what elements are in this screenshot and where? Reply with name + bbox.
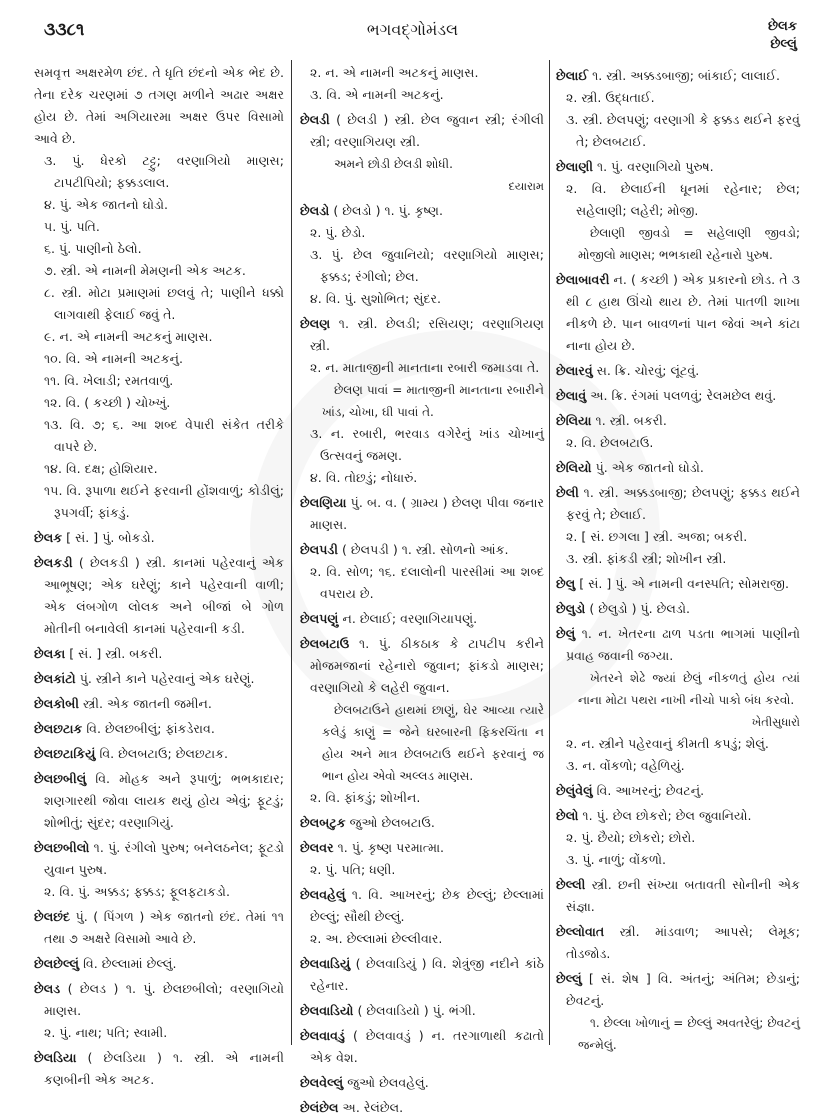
usage-example [556,667,800,733]
entry-sense [300,423,544,467]
entry-sense [34,194,284,216]
definition-text: ન. ( કચ્છી ) એક પ્રકારનો છોડ. તે ૩ થી ૮ હાથ ઊંચો થાય છે. તેમાં પાતળી શાખા નીકળે છે. પાન બાવળનાં પાન જેવાં અને કાંટા નાના હોય છે. [566,272,800,353]
headword: છેલાબાવરી [556,272,610,287]
guide-word-last: છેલ્લું [770,37,797,52]
headword: છેલુંવેલું [556,783,593,798]
definition-text: ૪. વિ. પું. સુશોભિત; સુંદર. [310,291,442,306]
headword: છેલવેલ્લું [300,1075,344,1090]
definition-text: સ્ત્રી. છની સંખ્યા બતાવતી સોનીની એક સંજ્ઞા. [566,877,800,914]
guide-word-first: છેલક [767,19,797,34]
entry-sense [556,87,800,109]
entry-sense [300,467,544,489]
definition-text: ૧. પું. રંગીલો પુરુષ; બનેલઠનેલ; ફૂટડો યુવાન પુરુષ. [44,840,284,877]
dictionary-entry [556,457,800,479]
dictionary-entry [556,65,800,87]
definition-text: ૪. પું. એક જાતનો ઘોડો. [44,197,169,212]
citation-source: દયારામ [508,179,544,193]
definition-text: વિ. આખરનું; છેવટનું. [596,783,705,798]
dictionary-entry [556,156,800,178]
entry-sense [34,370,284,392]
definition-text: વિ. છેલ્લામાં છેલ્લું. [83,956,177,971]
dictionary-entry [300,1025,544,1069]
usage-example [300,379,544,423]
definition-text: ૪. વિ. તોછડું; નોધારું. [310,470,418,485]
definition-text: ૧. વિ. આખરનું; છેક છેલ્લું; છેલ્લામાં છેલ્લું; સૌથી છેલ્લું. [310,887,544,924]
definition-text: ( છેલપડી ) ૧. સ્ત્રી. સોળનો આંક. [341,542,509,557]
definition-text: છેલબટાઉને હાથમાં છાણું, ઘેર આવ્યા ત્યારે કલેડું કાણું = જેને ઘરબારની ફિકરચિંતા ન હોય અને માત્ર છેલબટાઉ થઈને ફરવાનું જ ભાન હોય એવો અલ્લડ માણસ. [322,703,544,783]
headword: છેલડી [300,112,330,127]
definition-text: ૩. પું. છેલ જુવાનિયો; વરણાગિયો માણસ; ફક્કડ; રંગીલો; છેલ. [310,247,544,284]
definition-text: ૧૫. વિ. રૂપાળા થઈને ફરવાની હોંશવાળું; કોડીલું; રૂપગર્વી; ફાંકડું. [44,483,284,520]
definition-text: ૩. ન. વોંકળો; વહેળિયું. [566,758,685,773]
definition-text: ૧. પું. વરણાગિયો પુરુષ. [596,159,714,174]
headword: છેલવહેલું [300,887,346,902]
headword: છેલછંદ [34,909,71,924]
entry-sense [34,216,284,238]
definition-text: ૧. છેલ્લા ખોળાનું = છેલ્લું અવતરેલું; છેવટનું જન્મેલું. [578,1016,800,1052]
definition-text: ( છેલવાવડું ) ન. તરગાળાથી કઢાતો એક વેશ. [310,1028,544,1065]
definition-text: ૩. વિ. એ નામની અટકનું. [310,87,444,102]
headword: છેલકોબી [34,696,80,711]
definition-text: ૧. સ્ત્રી. અક્કડબાજી; બાંકાઈ; લાલાઈ. [592,68,781,83]
entry-sense [556,755,800,777]
dictionary-entry [300,608,544,630]
dictionary-entry [34,718,284,740]
dictionary-entry [34,837,284,881]
definition-text: ૨. વિ. છેલાઈની ધૂનમાં રહેનાર; છેલ; સહેલાણી; લહેરી; મોજી. [566,181,800,218]
entry-sense [300,222,544,244]
headword: છેલિયો [556,460,592,475]
dictionary-entry [300,200,544,222]
definition-text: ૨. પું. પતિ; ધણી. [310,862,396,877]
headword: છેલકડી [34,555,73,570]
headword: છેલ્લોવાત [556,924,605,939]
definition-text: [ સં. ] સ્ત્રી. બકરી. [69,646,163,661]
headword: છેલાણી [556,159,593,174]
definition-text: ૨. વિ. ફાંકડું; શોખીન. [310,790,421,805]
dictionary-entry [34,693,284,715]
dictionary-entry [556,573,800,595]
headword: છેલી [556,485,579,500]
dictionary-entry [34,1047,284,1091]
definition-text: ( છેલડી ) સ્ત્રી. છેલ જુવાન સ્ત્રી; રંગીલી સ્ત્રી; વરણાગિયણ સ્ત્રી. [310,112,544,149]
entry-sense [300,62,544,84]
entry-sense [300,561,544,605]
definition-text: ન. છેલાઈ; વરણાગિયાપણું. [342,611,478,626]
definition-text: ૧૩. વિ. ૭; ૬. આ શબ્દ વેપારી સંકેત તરીકે વાપરે છે. [44,417,284,454]
headword: છેલાવું [556,388,587,403]
entry-sense [300,84,544,106]
headword: છેલણ [300,316,331,331]
headword: છેલિયા [556,413,592,428]
entry-sense [34,414,284,458]
headword: છેલછબીલો [34,840,90,855]
definition-text: ૨. વિ. પું. અક્કડ; ફક્કડ; ફૂલફટાકડો. [44,884,230,899]
entry-sense [34,458,284,480]
dictionary-entry [556,623,800,667]
guide-words [768,18,797,54]
dictionary-entry [34,743,284,765]
definition-text: પું. ( પિંગળ ) એક જાતનો છંદ. તેમાં ૧૧ તથા ૭ અક્ષરે વિસામો આવે છે. [44,909,284,946]
definition-text: ૨. ન. સ્ત્રીને પહેરવાનું કીમતી કપડું; શેલું. [566,736,769,751]
definition-text: ૧. ન. ખેતરના ઢાળ પડતા ભાગમાં પાણીનો પ્રવાહ જવાની જગ્યા. [566,626,800,663]
headword: છેલું [556,626,576,641]
headword: છેલવાડિયું [300,956,351,971]
usage-example [300,699,544,787]
definition-text: અમને છોડી છેલડી શોધી. [334,157,453,171]
column-divider [549,60,550,1045]
column-3 [556,62,800,1056]
dictionary-entry [300,1000,544,1022]
definition-text: ૨. પું. છૈયો; છોકરો; છોરો. [566,830,696,845]
definition-text: ૨. અ. છેલ્લામાં છેલ્લીવાર. [310,931,443,946]
definition-text: સ. ક્રિ. ચોરવું; લૂંટવું. [596,363,700,378]
page-number: ૩૩૮૧ [44,20,85,40]
definition-text: ( છેલડિયા ) ૧. સ્ત્રી. એ નામની કણબીની એક અટક. [44,1050,284,1087]
definition-text: [ સં. શેષ ] વિ. અંતનું; અંતિમ; છેડાનું; છેવટનું. [566,971,800,1008]
definition-text: [ સં. ] પું. એ નામની વનસ્પતિ; સોમરાજી. [579,576,789,591]
usage-example [300,153,544,197]
definition-text: ૨. વિ. છેલબટાઉ. [566,435,654,450]
headword: છેલવર [300,840,334,855]
usage-example [556,1012,800,1056]
definition-text: સ્ત્રી. એક જાતની જમીન. [83,696,212,711]
headword: છેલબટુક [300,815,346,830]
definition-text: ( છેલકડી ) સ્ત્રી. કાનમાં પહેરવાનું એક આભૂષણ; એક ઘરેણું; કાને પહેરવાની વાળી; એક લંબગોળ લોલક અને બીજાં બે ગોળ મોતીની બનાવેલી કાનમાં પહેરવાની કડી. [44,555,284,636]
definition-text: ૨. ન. એ નામની અટકનું માણસ. [310,65,479,80]
definition-text: ખેતરને શેઢે જ્યાં છેલું નીકળતું હોય ત્યાં નાના મોટા પથરા નાખી નીચો પાકો બંધ કરવો. [578,671,800,707]
definition-text: ( છેલવાડિયો ) પું. ભંગી. [357,1003,476,1018]
definition-text: છેલણ પાવાં = માતાજીની માનતાના રબારીને ખાંડ, ચોખા, ઘી પાવાં તે. [322,383,544,419]
headword: છેલકાંટો [34,671,76,686]
dictionary-entry [300,837,544,859]
dictionary-entry [34,668,284,690]
definition-text: ૧. સ્ત્રી. છેલડી; રસિયણ; વરણાગિયણ સ્ત્રી. [310,316,544,353]
entry-sense [556,849,800,871]
entry-sense [34,348,284,370]
dictionary-entry [556,385,800,407]
definition-text: વિ. મોહક અને રૂપાળું; ભભકાદાર; શણગારથી જોવા લાયક થયું હોય એવું; ફૂટડું; શોભીતું; સુંદર; વરણાગિયું. [44,771,284,830]
definition-text: જુઓ છેલવહેલું. [347,1075,429,1090]
dictionary-entry [556,360,800,382]
dictionary-entry [556,482,800,526]
headword: છેલ્લું [556,971,582,986]
entry-sense [556,178,800,222]
definition-text: ૧. પું. છેલ છોકરો; છેલ જુવાનિયો. [582,808,752,823]
definition-text: પું. બ. વ. ( ગ્રામ્ય ) છેલણ પીવા જનાર માણસ. [310,495,544,532]
definition-text: ૧૧. વિ. ખેલાડી; રમતવાળું. [44,373,174,388]
dictionary-entry [34,643,284,665]
entry-sense [34,238,284,260]
entry-sense [556,548,800,570]
entry-sense [300,928,544,950]
entry-sense [300,787,544,809]
entry-sense [34,150,284,194]
definition-text: સ્ત્રી. માંડવાળ; આપસે; લેમૂક; તોડજોડ. [566,924,800,961]
definition-text: ૧. સ્ત્રી. બકરી. [595,413,667,428]
headword: છેલાઈ [556,68,589,83]
definition-text: ૧૪. વિ. દક્ષ; હોશિયાર. [44,461,158,476]
headword: છેલછટાકિયું [34,746,96,761]
definition-text: ૮. સ્ત્રી. મોટા પ્રમાણમાં છલવું તે; પાણીને ધક્કો લાગવાથી ફેલાઈ જવું તે. [44,285,284,322]
entry-sense [556,432,800,454]
definition-text: ૧૦. વિ. એ નામની અટકનું. [44,351,183,366]
definition-text: ૧. પું. ઠીકઠાક કે ટાપટીપ કરીને મોજમજાનાં રહેનારો જુવાન; ફાંકડો માણસ; વરણાગિયો કે લહેરી જુવાન. [310,636,544,695]
entry-continuation [34,62,284,150]
headword: છેલબટાઉ [300,636,350,651]
entry-sense [34,1022,284,1044]
headword: છેલડ [34,981,61,996]
dictionary-entry [300,1072,544,1094]
definition-text: અ. રેલંછેલ. [342,1100,404,1115]
dictionary-entry [34,552,284,640]
definition-text: ૨. સ્ત્રી. ઉદ્ધતાઈ. [566,90,655,105]
dictionary-entry [556,269,800,357]
entry-sense [34,282,284,326]
headword: છેલકા [34,646,66,661]
entry-sense [556,526,800,548]
dictionary-entry [556,780,800,802]
entry-sense [34,260,284,282]
headword: છેલારવું [556,363,593,378]
headword: છેલણિયા [300,495,347,510]
headword: છેલંછેલ [300,1100,339,1115]
dictionary-entry [34,768,284,834]
dictionary-entry [300,953,544,997]
dictionary-entry [300,884,544,928]
dictionary-entry [300,109,544,153]
headword: છેલો [556,808,579,823]
dictionary-entry [556,805,800,827]
definition-text: ૧૨. વિ. ( કચ્છી ) ચોખ્ખું. [44,395,171,410]
headword: છેલડો [300,203,330,218]
definition-text: વિ. છેલછબીલું; ફાંકડેરાવ. [86,721,215,736]
dictionary-entry [34,978,284,1022]
definition-text: વિ. છેલબટાઉ; છેલછટાક. [99,746,229,761]
definition-text: પું. સ્ત્રીને કાને પહેરવાનું એક ઘરેણું. [79,671,255,686]
headword: છેલછટાક [34,721,83,736]
definition-text: ૩. ન. રબારી, ભરવાડ વગેરેનું ખાંડ ચોખાનું ઉત્સવનું જમણ. [310,426,544,463]
headword: છેલડિયા [34,1050,77,1065]
running-title: ભગવદ્ગોમંડલ [366,20,459,39]
column-divider [291,60,292,1045]
definition-text: ૨. વિ. સોળ; ૧૬. દલાલોની પારસીમાં આ શબ્દ વપરાય છે. [310,564,544,601]
definition-text: ૧. પું. કૃષ્ણ પરમાત્મા. [337,840,445,855]
definition-text: ( છેલડ ) ૧. પું. છેલછબીલો; વરણાગિયો માણસ. [44,981,284,1018]
dictionary-entry [556,598,800,620]
definition-text: ૨. પું. છેડો. [310,225,366,240]
entry-sense [300,859,544,881]
headword: છેલુડો [556,601,586,616]
dictionary-entry [556,968,800,1012]
definition-text: ૯. ન. એ નામની અટકનું માણસ. [44,329,213,344]
dictionary-entry [556,921,800,965]
column-2 [300,62,544,1119]
headword: છેલ્લી [556,877,586,892]
definition-text: ૬. પું. પાણીનો ઠેલો. [44,241,142,256]
definition-text: અ. ક્રિ. રંગમાં પલળવું; રેલમછેલ થવું. [590,388,777,403]
dictionary-entry [34,527,284,549]
definition-text: ૨. ન. માતાજીની માનતાના રબારી જમાડવા તે. [310,360,540,375]
usage-example [556,222,800,266]
definition-text: ૩. પું. ધેરકો ટટ્ટુ; વરણાગિયો માણસ; ટાપટીપિયો; ફક્કડલાલ. [44,153,284,190]
dictionary-entry [300,633,544,699]
headword: છેલક [34,530,63,545]
dictionary-entry [300,1097,544,1119]
entry-sense [556,109,800,153]
definition-text: ૩. સ્ત્રી. છેલપણું; વરણાગી કે ફક્કડ થઈને ફરવું તે; છેલબટાઈ. [566,112,800,149]
entry-sense [34,392,284,414]
dictionary-entry [34,953,284,975]
definition-text: [ સં. ] પું. બોકડો. [66,530,155,545]
definition-text: ( છેલુડો ) પું. છેલડો. [589,601,690,616]
headword: છેલવાવડું [300,1028,345,1043]
definition-text: સમવૃત્ત અક્ષરમેળ છંદ. તે ધૃતિ છંદનો એક ભેદ છે. તેના દરેક ચરણમાં ૭ તગણ મળીને અઢાર અક્ષર હોય છે. તેમાં અગિયારમા અક્ષર ઉપર વિસામો આવે છે. [34,65,284,146]
headword: છેલુ [556,576,576,591]
column-1 [34,62,284,1091]
definition-text: ( છેલવાડિયું ) વિ. શેત્રુંજી નદીને કાંઠે રહેનાર. [310,956,544,993]
definition-text: પું. એક જાતનો ઘોડો. [595,460,704,475]
definition-text: ( છેલડો ) ૧. પું. કૃષ્ણ. [333,203,444,218]
entry-sense [300,288,544,310]
dictionary-entry [300,313,544,357]
dictionary-entry [556,410,800,432]
dictionary-entry [34,906,284,950]
entry-sense [556,827,800,849]
dictionary-entry [556,874,800,918]
definition-text: ૧. સ્ત્રી. અક્કડબાજી; છેલપણું; ફક્કડ થઈને ફરવું તે; છેલાઈ. [566,485,800,522]
headword: છેલપડી [300,542,338,557]
dictionary-entry [300,492,544,536]
entry-sense [34,480,284,524]
definition-text: છેલાણી જીવડો = સહેલાણી જીવડો; મોજીલો માણસ; ભભકાથી રહેનારો પુરુષ. [578,226,800,262]
headword: છેલવાડિયો [300,1003,354,1018]
entry-sense [34,881,284,903]
entry-sense [34,326,284,348]
definition-text: ૫. પું. પતિ. [44,219,100,234]
citation-source: ખેતીસુધારો [751,715,800,729]
dictionary-entry [300,539,544,561]
definition-text: ૨. પું. નાથ; પતિ; સ્વામી. [44,1025,168,1040]
headword: છેલછેલ્લું [34,956,80,971]
definition-text: ૭. સ્ત્રી. એ નામની મેમણની એક અટક. [44,263,246,278]
definition-text: ૩. પું. નાળું; વોંકળો. [566,852,666,867]
headword: છેલપણું [300,611,339,626]
definition-text: ૨. [ સં. છગલા ] સ્ત્રી. અજા; બકરી. [566,529,748,544]
entry-sense [556,733,800,755]
entry-sense [300,357,544,379]
entry-sense [300,244,544,288]
headword: છેલછબીલું [34,771,87,786]
dictionary-entry [300,812,544,834]
definition-text: જુઓ છેલબટાઉ. [349,815,435,830]
definition-text: ૩. સ્ત્રી. ફાંકડી સ્ત્રી; શોખીન સ્ત્રી. [566,551,727,566]
